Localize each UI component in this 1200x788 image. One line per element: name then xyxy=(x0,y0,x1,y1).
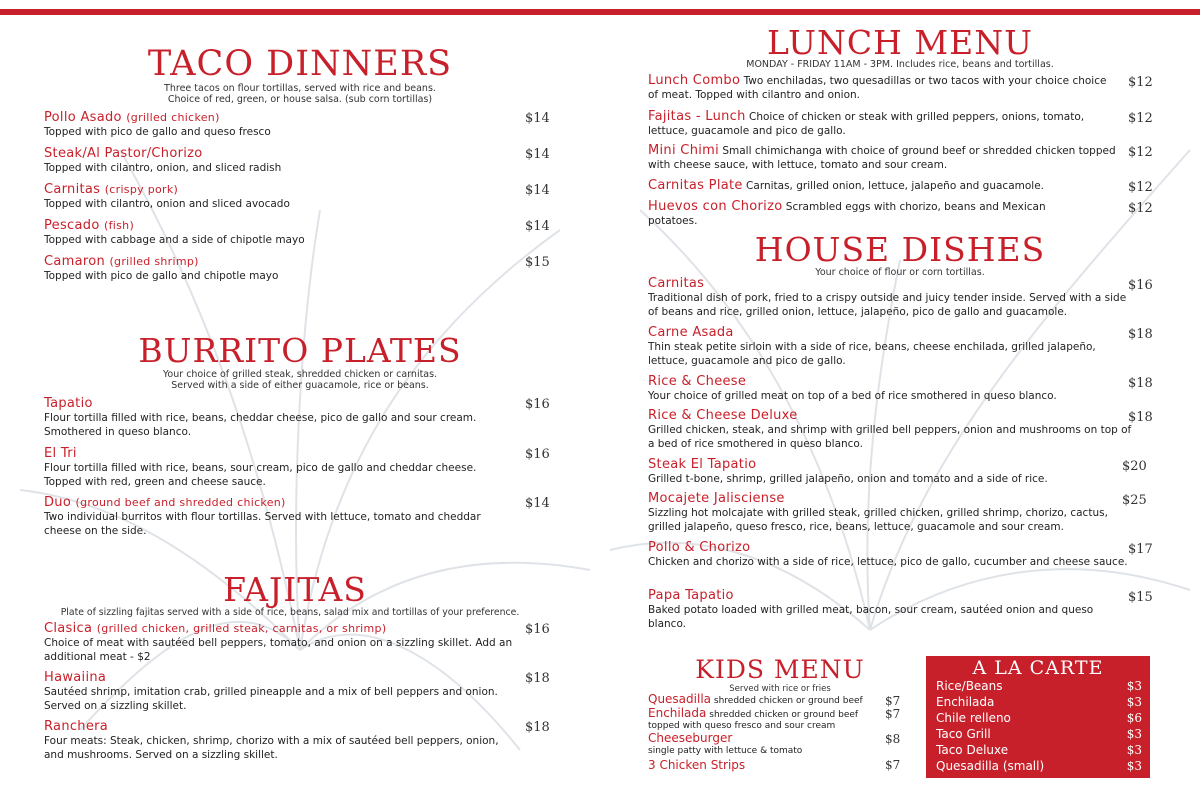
menu-item xyxy=(648,375,1138,403)
item-description: Traditional dish of pork, fried to a crispy outside and juicy tender inside. Served with a side of beans and rice, grilled onion, lettuce, jalapeño, pico de gallo and guacamole. xyxy=(648,292,1127,318)
item-description: Grilled chicken, steak, and shrimp with grilled bell peppers, onion and mushrooms on top of a bed of rice smothered in queso blanco. xyxy=(648,424,1132,450)
item-price: $14 xyxy=(525,183,550,198)
item-price: $14 xyxy=(525,111,550,126)
item-price: $7 xyxy=(885,758,901,772)
item-note: (grilled shrimp) xyxy=(109,255,199,268)
item-name: Tapatio xyxy=(44,396,93,411)
item-name: Carnitas Plate xyxy=(648,178,743,193)
item-price: $16 xyxy=(525,622,550,637)
a-la-carte-item xyxy=(936,695,1142,710)
item-price: $18 xyxy=(1128,410,1153,425)
item-name: Carnitas xyxy=(648,276,705,291)
a-la-carte-item xyxy=(936,759,1142,774)
item-name: Mini Chimi xyxy=(648,143,720,158)
item-note: (grilled chicken) xyxy=(126,111,220,124)
item-description: single patty with lettuce & tomato xyxy=(648,746,803,756)
item-price: $18 xyxy=(1128,327,1153,342)
menu-item xyxy=(44,182,524,211)
item-description: Topped with cilantro, onion and sliced avocado xyxy=(44,198,290,210)
item-note: (fish) xyxy=(104,219,135,232)
menu-item xyxy=(44,110,524,139)
item-name: Pescado xyxy=(44,218,100,233)
item-description: Carnitas, grilled onion, lettuce, jalapeño and guacamole. xyxy=(746,180,1044,192)
kids-menu-title: KIDS MENU xyxy=(695,655,865,684)
item-name: Rice/Beans xyxy=(936,679,1003,693)
item-price: $16 xyxy=(525,447,550,462)
menu-item xyxy=(648,409,1138,451)
item-name: Clasica xyxy=(44,621,93,636)
a-la-carte-item xyxy=(936,727,1142,742)
item-price: $3 xyxy=(1126,727,1142,741)
item-price: $18 xyxy=(525,720,550,735)
item-description: Choice of chicken or steak with grilled peppers, onions, tomato, lettuce, guacamole and pico de gallo. xyxy=(648,111,1085,137)
fajitas-subtitle: Plate of sizzling fajitas served with a side of rice, beans, salad mix and tortillas of your preference. xyxy=(60,607,520,618)
a-la-carte-item xyxy=(936,679,1142,694)
item-price: $7 xyxy=(885,694,901,708)
item-description: Choice of meat with sautéed bell peppers, tomato, and onion on a sizzling skillet. Add an additional meat - $2 xyxy=(44,637,513,663)
item-name: Huevos con Chorizo xyxy=(648,199,783,214)
item-price: $15 xyxy=(525,255,550,270)
house-dishes-subtitle: Your choice of flour or corn tortillas. xyxy=(815,267,985,278)
kids-item xyxy=(648,760,880,773)
menu-item xyxy=(648,179,1118,193)
item-price: $3 xyxy=(1126,759,1142,773)
item-price: $14 xyxy=(525,219,550,234)
menu-item xyxy=(648,200,1068,228)
item-description: Small chimichanga with choice of ground beef or shredded chicken topped with cheese sauce, with lettuce, tomato and sour cream. xyxy=(648,145,1116,171)
menu-item xyxy=(648,110,1118,138)
top-border xyxy=(0,0,1200,16)
item-name: Taco Deluxe xyxy=(936,743,1009,757)
item-price: $18 xyxy=(1128,376,1153,391)
item-price: $14 xyxy=(525,147,550,162)
item-description: Scrambled eggs with chorizo, beans and Mexican potatoes. xyxy=(648,201,1046,227)
item-description: Sizzling hot molcajate with grilled steak, grilled chicken, grilled shrimp, chorizo, cactus, grilled jalapeño, queso fresco, rice, beans, lettuce, guacamole and sour cream. xyxy=(648,507,1108,533)
item-price: $18 xyxy=(525,671,550,686)
menu-item xyxy=(648,541,1138,569)
menu-item xyxy=(44,218,524,247)
item-price: $20 xyxy=(1122,459,1147,474)
item-name: Hawaiina xyxy=(44,670,107,685)
item-name: Lunch Combo xyxy=(648,73,741,88)
item-name: Steak El Tapatio xyxy=(648,457,757,472)
item-price: $12 xyxy=(1128,201,1153,216)
item-description: Sautéed shrimp, imitation crab, grilled pineapple and a mix of bell peppers and onion. Served on a sizzling skillet. xyxy=(44,686,498,712)
item-description: Topped with pico de gallo and queso fresco xyxy=(44,126,271,138)
item-price: $6 xyxy=(1126,711,1142,725)
item-description: Topped with pico de gallo and chipotle mayo xyxy=(44,270,279,282)
item-name: Pollo & Chorizo xyxy=(648,540,751,555)
menu-item xyxy=(44,446,514,489)
item-name: Rice & Cheese Deluxe xyxy=(648,408,798,423)
menu-item xyxy=(648,492,1138,534)
item-name: Steak/Al Pastor/Chorizo xyxy=(44,146,203,161)
item-price: $16 xyxy=(1128,278,1153,293)
item-price: $16 xyxy=(525,397,550,412)
burrito-plates-title: BURRITO PLATES xyxy=(138,331,462,370)
item-name: Rice & Cheese xyxy=(648,374,747,389)
item-name: Ranchera xyxy=(44,719,109,734)
item-description: Baked potato loaded with grilled meat, bacon, sour cream, sautéed onion and queso blanco. xyxy=(648,604,1094,630)
item-description: Flour tortilla filled with rice, beans, cheddar cheese, pico de gallo and sour cream. Smothered in queso blanco. xyxy=(44,412,477,438)
item-price: $3 xyxy=(1126,679,1142,693)
taco-dinners-subtitle: Three tacos on flour tortillas, served with rice and beans. Choice of red, green, or house salsa. (sub corn tortillas) xyxy=(164,83,436,105)
item-description: Two enchiladas, two quesadillas or two tacos with your choice choice of meat. Topped with cilantro and onion. xyxy=(648,75,1107,101)
menu-item xyxy=(648,144,1118,172)
item-price: $3 xyxy=(1126,695,1142,709)
a-la-carte-item xyxy=(936,743,1142,758)
item-description: Flour tortilla filled with rice, beans, sour cream, pico de gallo and cheddar cheese. Topped with red, green and cheese sauce. xyxy=(44,462,477,488)
kids-item xyxy=(648,733,880,757)
burrito-plates-subtitle: Your choice of grilled steak, shredded chicken or carnitas. Served with a side of either guacamole, rice or beans. xyxy=(162,369,438,391)
item-description: Topped with cilantro, onion, and sliced radish xyxy=(44,162,282,174)
item-name: Enchilada xyxy=(936,695,995,709)
item-description: shredded chicken or ground beef xyxy=(713,696,863,706)
item-price: $12 xyxy=(1128,111,1153,126)
a-la-carte-title: A LA CARTE xyxy=(972,657,1104,679)
item-name: Carne Asada xyxy=(648,325,734,340)
item-name: Cheeseburger xyxy=(648,731,733,745)
item-name: Quesadilla (small) xyxy=(936,759,1045,773)
item-price: $14 xyxy=(525,496,550,511)
item-name: Camaron xyxy=(44,254,106,269)
a-la-carte-item xyxy=(936,711,1142,726)
item-price: $7 xyxy=(885,707,901,721)
item-price: $3 xyxy=(1126,743,1142,757)
fajitas-title: FAJITAS xyxy=(223,570,367,609)
menu-item xyxy=(44,719,519,762)
menu-item xyxy=(648,277,1138,319)
item-note: (crispy pork) xyxy=(104,183,179,196)
kids-item xyxy=(648,708,880,732)
menu-item xyxy=(44,254,524,283)
item-description: Two individual burritos with flour tortillas. Served with lettuce, tomato and cheddar cheese on the side. xyxy=(44,511,481,537)
item-name: Enchilada xyxy=(648,706,707,720)
menu-item xyxy=(648,74,1118,102)
lunch-menu-title: LUNCH MENU xyxy=(767,23,1033,62)
item-description: Chicken and chorizo with a side of rice, lettuce, pico de gallo, cucumber and cheese sauce. xyxy=(648,556,1128,568)
item-name: El Tri xyxy=(44,446,77,461)
item-note: (grilled chicken, grilled steak, carnitas, or shrimp) xyxy=(96,622,387,635)
item-name: 3 Chicken Strips xyxy=(648,758,746,772)
item-price: $12 xyxy=(1128,145,1153,160)
item-name: Papa Tapatio xyxy=(648,588,734,603)
item-name: Carnitas xyxy=(44,182,101,197)
a-la-carte-box xyxy=(926,656,1150,778)
item-name: Duo xyxy=(44,495,72,510)
item-description: shredded chicken or ground beef topped with queso fresco and sour cream xyxy=(648,710,859,731)
menu-item xyxy=(44,621,519,664)
menu-item xyxy=(44,670,519,713)
lunch-menu-subtitle: MONDAY - FRIDAY 11AM - 3PM. Includes rice, beans and tortillas. xyxy=(746,59,1054,70)
item-description: Your choice of grilled meat on top of a bed of rice smothered in queso blanco. xyxy=(648,390,1057,402)
item-name: Chile relleno xyxy=(936,711,1011,725)
item-price: $12 xyxy=(1128,75,1153,90)
item-name: Quesadilla xyxy=(648,692,712,706)
house-dishes-title: HOUSE DISHES xyxy=(754,230,1046,269)
item-price: $12 xyxy=(1128,180,1153,195)
item-description: Four meats: Steak, chicken, shrimp, chorizo with a mix of sautéed bell peppers, onion, and mushrooms. Served on a sizzling skillet. xyxy=(44,735,499,761)
menu-item xyxy=(648,326,1138,368)
menu-item xyxy=(44,396,514,439)
item-name: Mocajete Jalisciense xyxy=(648,491,785,506)
kids-menu-subtitle: Served with rice or fries xyxy=(729,684,831,694)
menu-item xyxy=(44,495,514,538)
menu-item xyxy=(648,458,1138,486)
item-name: Fajitas - Lunch xyxy=(648,109,746,124)
item-note: (ground beef and shredded chicken) xyxy=(75,496,286,509)
item-description: Topped with cabbage and a side of chipotle mayo xyxy=(44,234,305,246)
menu-item xyxy=(648,589,1128,631)
item-name: Pollo Asado xyxy=(44,110,122,125)
item-description: Grilled t-bone, shrimp, grilled jalapeño, onion and tomato and a side of rice. xyxy=(648,473,1048,485)
item-price: $8 xyxy=(885,732,901,746)
item-price: $15 xyxy=(1128,590,1153,605)
item-price: $25 xyxy=(1122,493,1147,508)
menu-item xyxy=(44,146,524,175)
taco-dinners-title: TACO DINNERS xyxy=(147,44,453,84)
item-price: $17 xyxy=(1128,542,1153,557)
item-name: Taco Grill xyxy=(936,727,991,741)
item-description: Thin steak petite sirloin with a side of rice, beans, cheese enchilada, grilled jalapeño, lettuce, guacamole and pico de gallo. xyxy=(648,341,1096,367)
